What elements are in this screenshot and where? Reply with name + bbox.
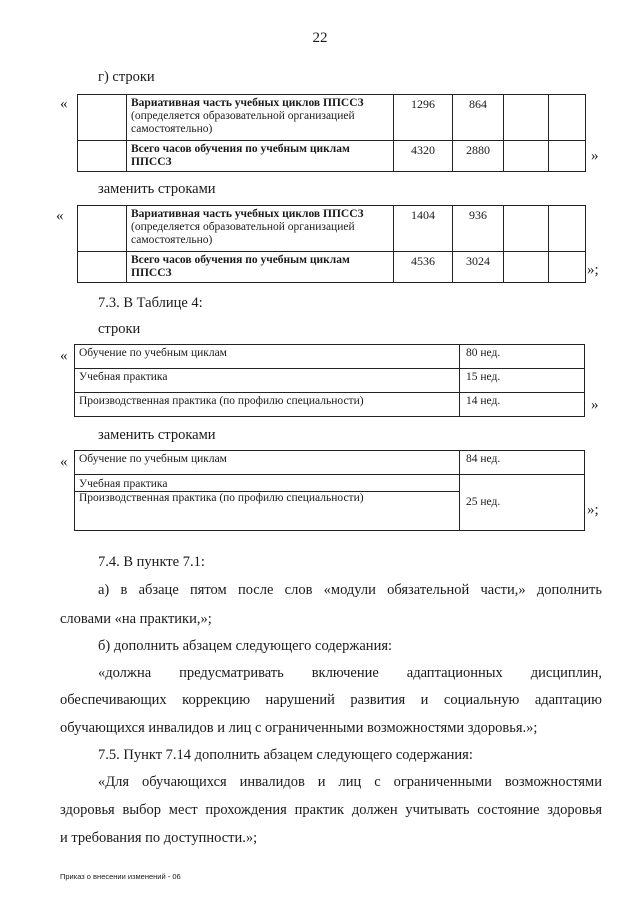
close-quote-2: »; bbox=[587, 262, 599, 278]
page-number: 22 bbox=[312, 30, 328, 46]
open-quote-3: « bbox=[60, 348, 68, 364]
row-name: Всего часов обучения по учебным циклам ППССЗ bbox=[127, 252, 394, 283]
row-value-2: 936 bbox=[453, 206, 504, 252]
row-value-2: 2880 bbox=[453, 141, 504, 172]
footer-note: Приказ о внесении изменений - 06 bbox=[60, 872, 181, 881]
row-value-1: 1296 bbox=[394, 95, 453, 141]
row-value-2: 864 bbox=[453, 95, 504, 141]
open-quote-4: « bbox=[60, 454, 68, 470]
row-name: Производственная практика (по профилю специальности) bbox=[75, 393, 460, 417]
section-7-4: 7.4. В пункте 7.1: bbox=[98, 554, 205, 570]
row-name: Обучение по учебным циклам bbox=[75, 345, 460, 369]
row-value: 15 нед. bbox=[460, 369, 585, 393]
rows-label: строки bbox=[98, 321, 141, 337]
quote2-line1: «Для обучающихся инвалидов и лиц с ограниченными возможностями bbox=[98, 774, 602, 790]
row-value-2: 3024 bbox=[453, 252, 504, 283]
quote1-line2: обеспечивающих коррекцию нарушений развития и социальную адаптацию bbox=[60, 692, 602, 708]
table4-new bbox=[74, 450, 585, 531]
row-value-1: 1404 bbox=[394, 206, 453, 252]
quote1-line3: обучающихся инвалидов и лиц с ограниченными возможностями здоровья.»; bbox=[60, 720, 538, 736]
open-quote-1: « bbox=[60, 96, 68, 112]
table-row bbox=[75, 475, 585, 531]
row-name: Всего часов обучения по учебным циклам ППССЗ bbox=[127, 141, 394, 172]
row-value: 80 нед. bbox=[460, 345, 585, 369]
row-name: Вариативная часть учебных циклов ППССЗ (определяется образовательной организацией самостоятельно) bbox=[127, 206, 394, 252]
row-name: Учебная практика bbox=[75, 369, 460, 393]
table-row bbox=[75, 369, 585, 393]
row-value: 84 нед. bbox=[460, 451, 585, 475]
table-row bbox=[78, 206, 586, 252]
table-row bbox=[75, 393, 585, 417]
table-row bbox=[78, 141, 586, 172]
quote1-line1: «должна предусматривать включение адаптационных дисциплин, bbox=[98, 665, 602, 681]
row-value-1: 4536 bbox=[394, 252, 453, 283]
close-quote-1: » bbox=[591, 148, 599, 164]
row-name: Вариативная часть учебных циклов ППССЗ (определяется образовательной организацией самостоятельно) bbox=[127, 95, 394, 141]
quote2-line2: здоровья выбор мест прохождения практик должен учитывать состояние здоровья bbox=[60, 802, 602, 818]
row-value: 14 нед. bbox=[460, 393, 585, 417]
row-name-b: Производственная практика (по профилю специальности) bbox=[75, 491, 459, 505]
open-quote-2: « bbox=[56, 208, 64, 224]
replace-label-1: заменить строками bbox=[98, 181, 216, 197]
section-7-3: 7.3. В Таблице 4: bbox=[98, 295, 203, 311]
close-quote-4: »; bbox=[587, 502, 599, 518]
table-new-rows bbox=[77, 205, 586, 283]
row-value: 25 нед. bbox=[460, 475, 585, 531]
paragraph-a-line1: а) в абзаце пятом после слов «модули обязательной части,» дополнить bbox=[98, 582, 602, 598]
row-name bbox=[75, 475, 460, 531]
table-old-rows bbox=[77, 94, 586, 172]
paragraph-b: б) дополнить абзацем следующего содержания: bbox=[98, 638, 393, 654]
row-name-a: Учебная практика bbox=[79, 478, 168, 490]
table-row bbox=[75, 451, 585, 475]
table4-old bbox=[74, 344, 585, 417]
paragraph-a-line2: словами «на практики,»; bbox=[60, 611, 212, 627]
replace-label-2: заменить строками bbox=[98, 427, 216, 443]
close-quote-3: » bbox=[591, 397, 599, 413]
section-7-5: 7.5. Пункт 7.14 дополнить абзацем следующего содержания: bbox=[98, 747, 473, 763]
table-row bbox=[75, 345, 585, 369]
row-name: Обучение по учебным циклам bbox=[75, 451, 460, 475]
quote2-line3: и требования по доступности.»; bbox=[60, 830, 258, 846]
table-row bbox=[78, 252, 586, 283]
section-g-label: г) строки bbox=[98, 69, 155, 85]
row-value-1: 4320 bbox=[394, 141, 453, 172]
table-row bbox=[78, 95, 586, 141]
